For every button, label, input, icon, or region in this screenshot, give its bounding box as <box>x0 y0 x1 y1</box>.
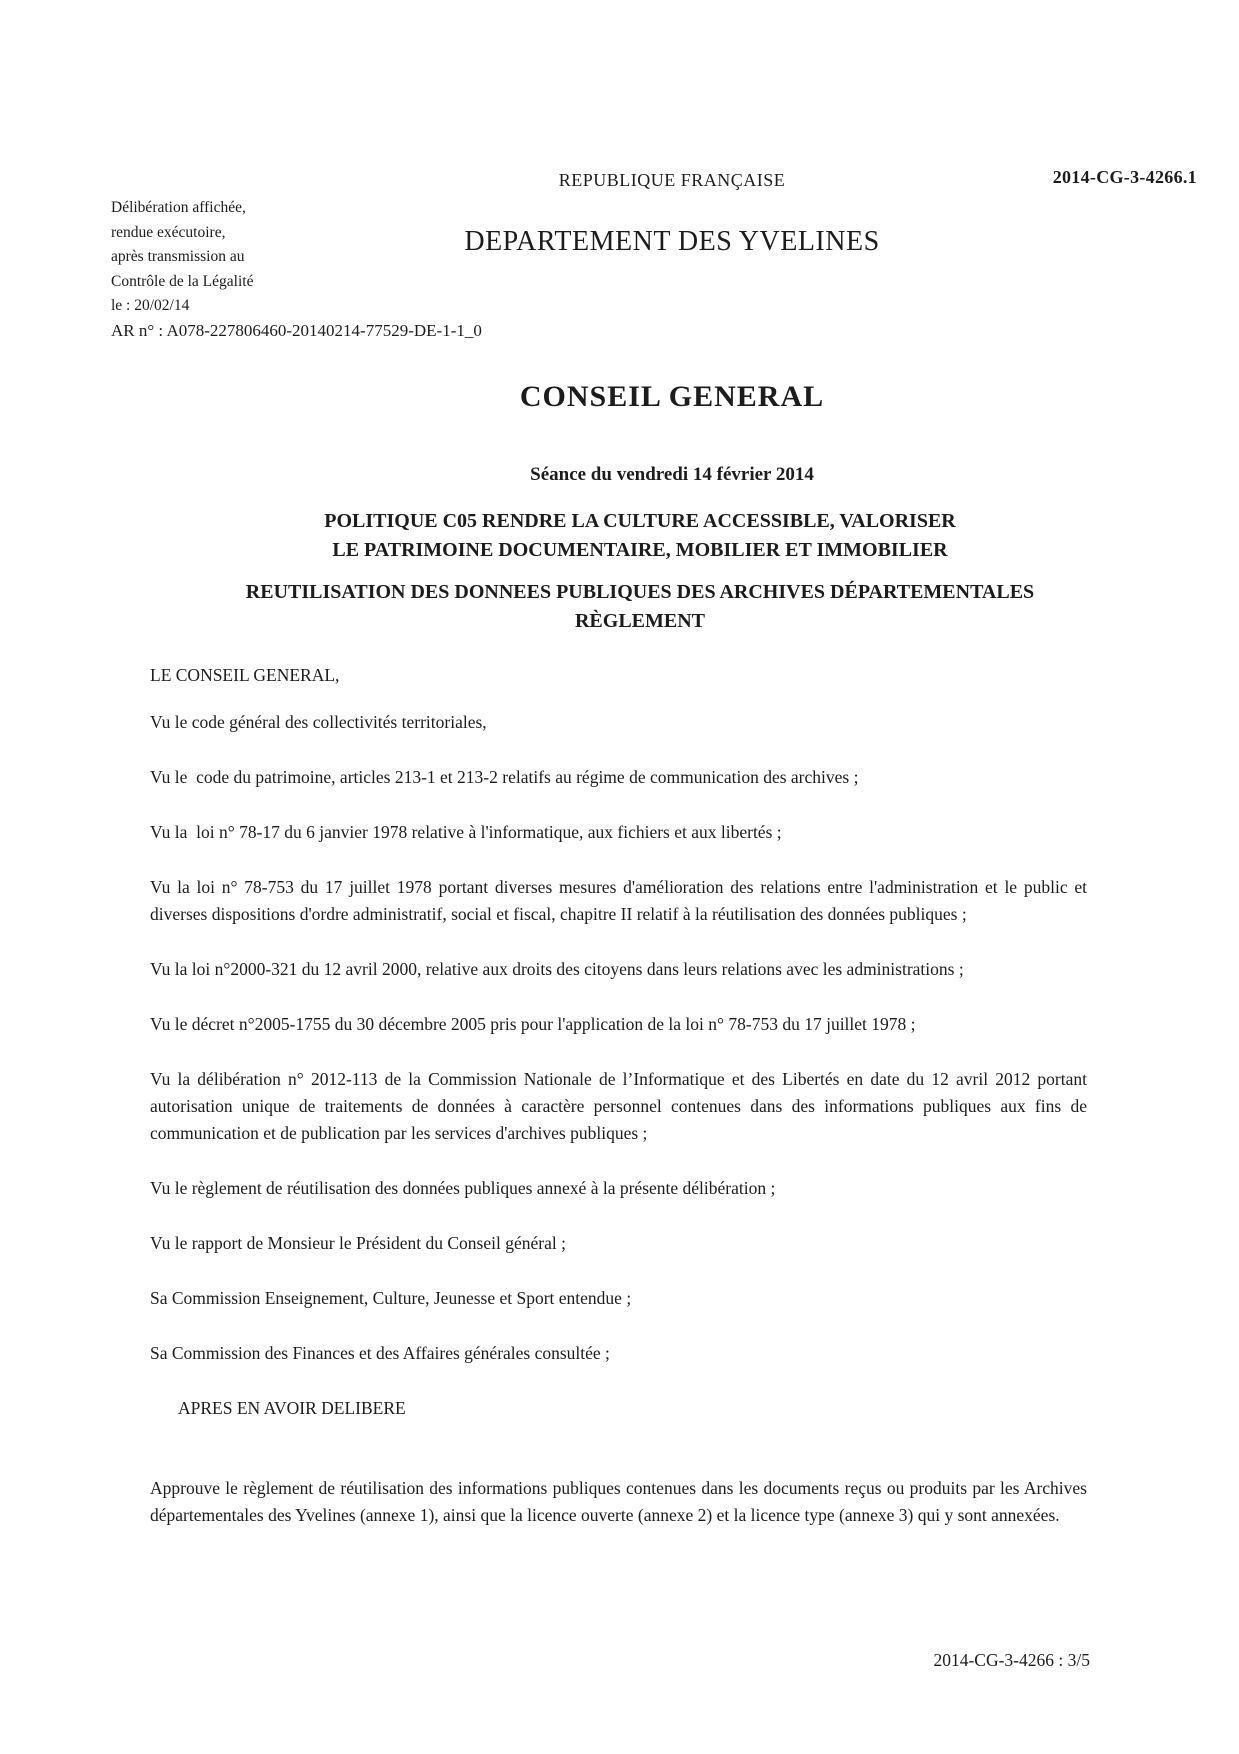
page-title: CONSEIL GENERAL <box>519 380 825 413</box>
paragraph: Vu le code du patrimoine, articles 213-1 et 213-2 relatifs au régime de communication des archives ; <box>150 767 859 787</box>
paragraph: Vu le code général des collectivités territoriales, <box>150 712 487 732</box>
paragraph: Vu la loi n° 78-17 du 6 janvier 1978 relative à l'informatique, aux fichiers et aux libertés ; <box>150 822 782 842</box>
subject-heading <box>120 578 1160 636</box>
marginalia-line: Contrôle de la Légalité <box>111 272 254 290</box>
paragraph: Vu le rapport de Monsieur le Président du Conseil général ; <box>150 1233 566 1253</box>
marginalia-line: rendue exécutoire, <box>111 223 226 241</box>
marginalia-line: Délibération affichée, <box>111 199 246 216</box>
paragraph: Vu la loi n° 78-753 du 17 juillet 1978 portant diverses mesures d'amélioration des relations entre l'administration et le public et diverses dispositions d'ordre administratif, social et fiscal, chapitre II relatif à la réutilisation des données publiques ; <box>150 877 1092 924</box>
paragraph: Sa Commission Enseignement, Culture, Jeunesse et Sport entendue ; <box>150 1288 632 1308</box>
paragraph: Vu la délibération n° 2012-113 de la Commission Nationale de l’Informatique et des Libertés en date du 12 avril 2012 portant autorisation unique de traitements de données à caractère personnel contenues dans des informations publiques aux fins de communication et de publication par les services d'archives publiques ; <box>150 1069 1092 1143</box>
subject-heading-line: RÈGLEMENT <box>574 610 706 632</box>
paragraph: Approuve le règlement de réutilisation des informations publiques contenues dans les documents reçus ou produits par les Archives départementales des Yvelines (annexe 1), ainsi que la licence ouverte (annexe 2) et la licence type (annexe 3) qui y sont annexées. <box>150 1478 1092 1525</box>
republic-label: REPUBLIQUE FRANÇAISE <box>558 170 786 190</box>
document-reference: 2014-CG-3-4266.1 <box>1052 167 1197 187</box>
paragraph: Vu le règlement de réutilisation des données publiques annexé à la présente délibération ; <box>150 1178 776 1198</box>
paragraph: Vu la loi n°2000-321 du 12 avril 2000, relative aux droits des citoyens dans leurs relations avec les administrations ; <box>150 959 964 979</box>
ar-number-line: AR n° : A078-227806460-20140214-77529-DE-1-1_0 <box>111 321 482 340</box>
policy-heading-line: POLITIQUE C05 RENDRE LA CULTURE ACCESSIBLE, VALORISER <box>324 510 956 532</box>
body-paragraphs <box>150 662 1092 1557</box>
marginalia-line: le : 20/02/14 <box>111 297 190 314</box>
department-title: DEPARTEMENT DES YVELINES <box>464 226 880 257</box>
paragraph: Sa Commission des Finances et des Affaires générales consultée ; <box>150 1343 610 1363</box>
paragraph: LE CONSEIL GENERAL, <box>150 665 340 685</box>
subject-heading-line: REUTILISATION DES DONNEES PUBLIQUES DES ARCHIVES DÉPARTEMENTALES <box>245 581 1035 603</box>
policy-heading <box>130 507 1150 565</box>
paragraph: APRES EN AVOIR DELIBERE <box>178 1398 406 1418</box>
marginalia-line: après transmission au <box>111 248 245 265</box>
session-line: Séance du vendredi 14 février 2014 <box>530 464 814 485</box>
marginalia-block <box>111 196 341 319</box>
page-reference-footer: 2014-CG-3-4266 : 3/5 <box>933 1650 1090 1670</box>
policy-heading-line: LE PATRIMOINE DOCUMENTAIRE, MOBILIER ET IMMOBILIER <box>332 539 948 561</box>
paragraph: Vu le décret n°2005-1755 du 30 décembre 2005 pris pour l'application de la loi n° 78-753 du 17 juillet 1978 ; <box>150 1014 916 1034</box>
